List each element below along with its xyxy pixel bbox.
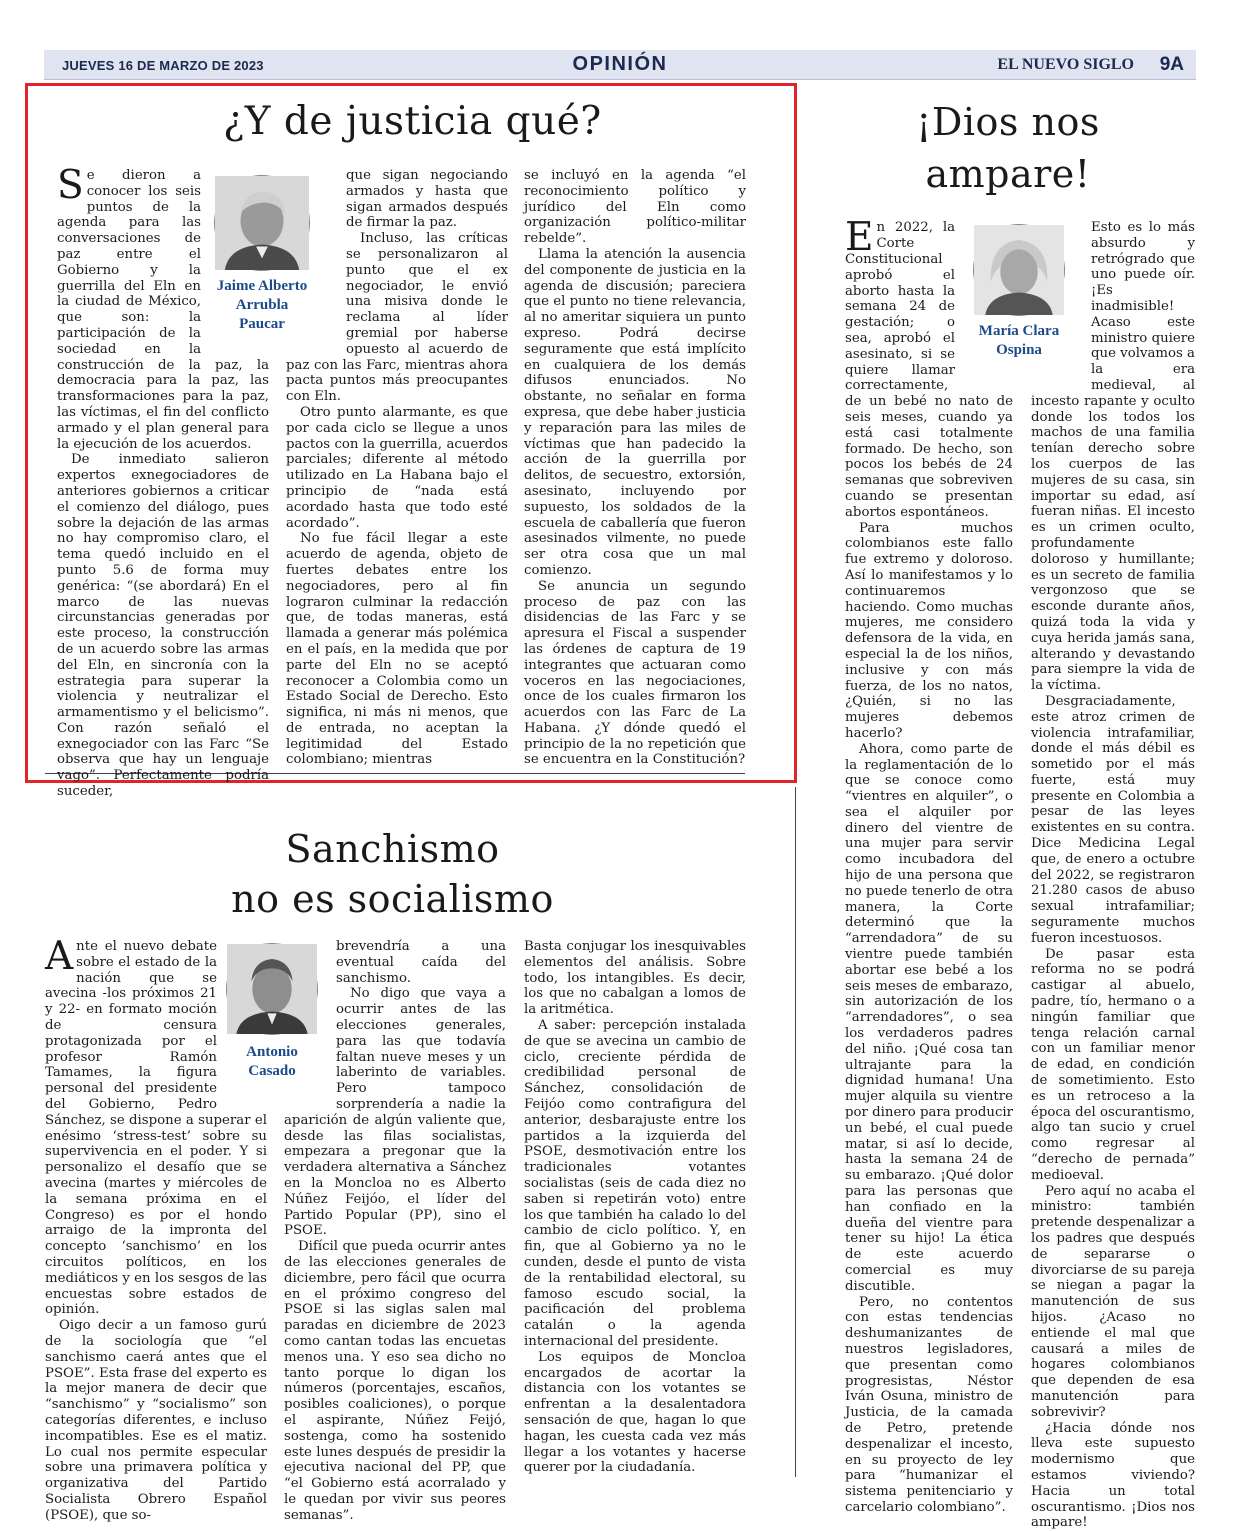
article3-paragraph: Desgraciadamente, este atroz crimen de violencia intrafamiliar, donde el más débil es sometido por el más fuerte, está muy presente en Colombia a pesar de las leyes existentes en su contra. Dice Medicina Legal que, de enero a octubre del 2022, se registraron 21.280 casos de abuso sexual intrafamiliar; seguramente muchos fueron incestuosos.	[1031, 693, 1195, 946]
article2-dropcap: A	[45, 934, 74, 979]
article1-paragraph: No fue fácil llegar a este acuerdo de agenda, objeto de fuertes debates entre los negociadores, pero al fin lograron culminar la redacción que, de todas maneras, está llamada a generar más polémica en el país, en la medida que por parte del Eln no se aceptó reconocer a Colombia como un Estado Social de Derecho. Esto significa, ni más ni menos, que de entrada, no aceptan la legitimidad del Estado colombiano; mientras	[286, 531, 508, 768]
article3-paragraph: Para muchos colombianos este fallo fue extremo y doloroso. Así lo manifestamos y lo continuaremos haciendo. Como muchas mujeres, me considero defensora de la vida, en especial la de los niños, inclusive y con más fuerza, de los no natos, ¿Quién, si no las mujeres debemos hacerlo?	[845, 520, 1013, 741]
article3-paragraph: Pero, no contentos con estas tendencias deshumanizantes de nuestros legisladores, que presentan como progresistas, Néstor Iván Osuna, ministro de Justicia, de la camada de Petro, pretende despenalizar el incesto, en su proyecto de ley para “humanizar el sistema penitenciario y carcelario colombiano”.	[845, 1294, 1013, 1515]
article3-paragraph: De pasar esta reforma no se podrá castigar al abuelo, padre, tío, hermano o a ningún familiar que tenga relación carnal con un familiar menor de edad, en condición de sometimiento. Esto es un retroceso a la época del oscurantismo, algo tan sucio y cruel como regresar al “derecho de pernada” medioeval.	[1031, 946, 1195, 1183]
article2-paragraph: Difícil que pueda ocurrir antes de las elecciones generales de diciembre, pero fácil que ocurra en el próximo congreso del PSOE si las siglas salen mal paradas en diciembre de 2023 como cantan todas las encuetas menos una. Y eso sea dicho no tanto porque lo digan los números (porcentajes, escaños, posibles coaliciones), o porque el aspirante, Núñez Feijó, sostenga, como ha sostenido este lunes después de presidir la ejecutiva nacional del PP, que “el Gobierno está acorralado y le quedan por vivir sus peores semanas”.	[284, 1239, 506, 1523]
article1-author-name-line3: Paucar	[239, 316, 285, 332]
article2-float-spacer	[217, 939, 267, 1105]
article1-column-1	[57, 163, 269, 800]
article3-dropcap: E	[845, 215, 874, 260]
article1-paragraph: e dieron a conocer los seis puntos de la agenda para las conversaciones de paz entre el Gobierno y la guerrilla del Eln en la ciudad de México, que son: la participación de la sociedad en la construcción de la paz, la democracia para la paz, las transformaciones para la paz, las víctimas, el fin del conflicto armado y el plan general para la ejecución de los acuerdos.	[57, 168, 269, 452]
article2-title-line2: no es socialismo	[231, 877, 554, 921]
article1-paragraph: Se anuncia un segundo proceso de paz con las disidencias de las Farc y se apresura el Fiscal a suspender las órdenes de captura de 19 integrantes que actuaran como voceros en las negociaciones, once de los cuales firmaron los acuerdos con las Farc de La Habana. ¿Y dónde quedó el principio de la no repetición que se encuentra en la Constitución?	[524, 578, 746, 768]
article3-column-2	[1031, 220, 1195, 1531]
page-header	[44, 50, 1196, 80]
article3-paragraph: ¿Hacia dónde nos lleva este supuesto modernismo que estamos viviendo? Hacia un total oscurantismo. ¡Dios nos ampare!	[1031, 1420, 1195, 1531]
article1-dropcap: S	[57, 163, 84, 208]
header-section: OPINIÓN	[572, 53, 668, 75]
article2-paragraph: brevendría a una eventual caída del sanchismo.	[336, 939, 506, 986]
article2-author-name-line1: Antonio	[246, 1044, 298, 1060]
article1-author-name-line1: Jaime Alberto	[216, 278, 308, 294]
article3-paragraph: Esto es lo más absurdo y retrógrado que uno puede oír. ¡Es inadmisible! Acaso este ministro quiere que volvamos a la era medieval, al incesto rapante y oculto donde los todos los machos de una familia tenían derecho sobre los cuerpos de las mujeres de su casa, sin importar su edad, así fueran niñas. El incesto es un crimen oculto, profundamente doloroso y humillante; es un secreto de familia vergonzoso que se esconde durante años, quizá toda la vida y cuya herida jamás sana, alterando y devastando para siempre la vida de la víctima.	[1031, 220, 1195, 694]
article-divider-vertical	[795, 787, 796, 1477]
article1-column-2	[286, 168, 508, 768]
header-date: JUEVES 16 DE MARZO DE 2023	[62, 58, 264, 73]
header-newspaper: EL NUEVO SIGLO	[997, 56, 1134, 73]
article1-paragraph: que sigan negociando armados y hasta que sigan armados después de firmar la paz.	[346, 168, 508, 231]
article1-author-name-line2: Arrubla	[235, 297, 289, 313]
article3-author-name-line1: María Clara	[978, 323, 1060, 339]
article3-paragraph: Ahora, como parte de la reglamentación de lo que se conoce como “vientres en alquiler”, o sea el alquiler por dinero del vientre de una mujer para servir como incubadora del hijo de una persona que no puede tenerlo de otra manera, la Corte determinó que la “arrendadora” de su vientre puede también abortar ese bebé a los seis meses de embarazo, sin autorización de los “arrendadores”, o sea los verdaderos padres del niño. ¡Qué cosa tan ultrajante para la dignidad humana! Una mujer alquila su vientre por dinero para producir un bebé, el cual puede matar, si así lo decide, hasta la semana 24 de su embarazo. ¡Qué dolor para las personas que han confiado en la dueña del vientre para tener su hijo! La ética de este acuerdo comercial es muy discutible.	[845, 741, 1013, 1294]
article3-float-spacer	[955, 220, 1013, 390]
article1-paragraph: se incluyó en la agenda “el reconocimiento político y jurídico del Eln como organización político-militar rebelde”.	[524, 168, 746, 247]
article2-paragraph: No digo que vaya a ocurrir antes de las elecciones generales, para las que todavía faltan nueve meses y un laberinto de variables. Pero tampoco sorprendería a nadie la aparición de algún valiente que, desde las filas socialistas, empezara a pregonar que la verdadera alternativa a Sánchez en la Moncloa no es Alberto Núñez Feijóo, el líder del Partido Popular (PP), sino el PSOE.	[284, 986, 506, 1239]
article2-title	[40, 824, 745, 924]
article2-author-name-line2: Casado	[248, 1063, 296, 1079]
article2-column-3	[524, 939, 746, 1479]
article1-title: ¿Y de justicia qué?	[223, 99, 602, 144]
article1-paragraph: De inmediato salieron expertos exnegociadores de anteriores gobiernos a criticar el comienzo del diálogo, pues sobre la dejación de las armas no hay compromiso claro, el tema quedó incluido en el punto 5.6 de forma muy genérica: “(se abordará) En el marco de las nuevas circunstancias generadas por este proceso, la construcción de un acuerdo sobre las armas del Eln, en sincronía con la estrategia para superar la violencia y neutralizar el armamentismo y el belicismo”. Con razón señaló el exnegociador con las Farc “Se observa que hay un lenguaje vago”. Perfectamente podría suceder,	[57, 452, 269, 800]
article3-title-line1: ¡Dios nos	[916, 100, 1100, 144]
article3-title-line2: ampare!	[925, 152, 1091, 196]
article1-float-spacer	[286, 168, 346, 346]
header-page-number: 9A	[1159, 54, 1184, 75]
article3-paragraph: Pero aquí no acaba el ministro: también pretende despenalizar a los padres que después de separarse o divorciarse de su pareja se niegan a pagar la manutención de sus hijos. ¿Acaso no entiende el mal que causará a miles de hogares colombianos que dependen de esa manutención para sobrevivir?	[1031, 1183, 1195, 1420]
article1-paragraph: Llama la atención la ausencia del componente de justicia en la agenda de discusión; pareciera que el punto no tiene relevancia, al no ameritar siquiera un punto expreso. Podrá decirse seguramente que está implícito en cualquiera de los demás difusos enunciados. No obstante, no señalar en forma expresa, que debe haber justicia y reparación para las miles de víctimas que han padecido la acción de la guerrilla por delitos, de secuestro, extorsión, asesinato, incluyendo por supuesto, los soldados de la escuela de caballería que fueron asesinados vilmente, no puede ser otra cosa que un mal comienzo.	[524, 246, 746, 578]
article3-paragraph: n 2022, la Corte Constitucional aprobó el aborto hasta la semana 24 de gestación; o sea, aprobó el asesinato, si se quiere llamar correctamente, de un bebé no nato de seis meses, cuando ya está casi totalmente formado. De hecho, son pocos los bebés de 24 semanas que sobreviven cuando se presentan abortos espontáneos.	[845, 220, 1013, 520]
article2-paragraph: A saber: percepción instalada de que se avecina un cambio de ciclo, creciente pérdida de credibilidad personal de Sánchez, consolidación de Feijóo como contrafigura del anterior, desbarajuste entre los partidos a la izquierda del PSOE, desmotivación entre los tradicionales votantes socialistas (seis de cada diez no saben si repetirán voto) entre los que también ha calado lo del cambio de ciclo político. Y, en fin, que al Gobierno ya no le cunden, desde el punto de vista de la rentabilidad electoral, su famoso escudo social, la pacificación del problema catalán o la agenda internacional del presidente.	[524, 1017, 746, 1349]
article1-paragraph: Otro punto alarmante, es que por cada ciclo se llegue a unos pactos con la guerrilla, acuerdos parciales; diferente al método utilizado en La Habana bajo el principio de “nada está acordado hasta que todo esté acordado”.	[286, 404, 508, 531]
article3-column-1	[845, 215, 1013, 1515]
article2-float-spacer	[284, 939, 336, 1105]
article3-title	[818, 96, 1198, 200]
article1-column-3	[524, 168, 746, 768]
article2-paragraph: Basta conjugar los inesquivables elementos del análisis. Sobre todo, los intangibles. Es decir, los que no cabalgan a lomos de la aritmética.	[524, 939, 746, 1018]
article3-float-spacer	[1031, 220, 1091, 390]
article2-column-2	[284, 939, 506, 1523]
article2-column-1	[45, 934, 267, 1523]
article1-paragraph: Incluso, las críticas se personalizaron al punto que el ex negociador, le envió una misiva donde le reclama al líder gremial por haberse opuesto al acuerdo de paz con las Farc, mientras ahora pacta puntos más preocupantes con Eln.	[286, 231, 508, 405]
article2-paragraph: nte el nuevo debate sobre el estado de la nación que se avecina -los próximos 21 y 22- en formato moción de censura protagonizada por el profesor Ramón Tamames, la figura personal del presidente del Gobierno, Pedro Sánchez, se dispone a superar el enésimo ‘stress-test’ sobre su supervivencia en el poder. Y si personalizo el desafío que se avecina (martes y miércoles de la semana próxima en el Congreso) es por el hondo arraigo de la impronta del concepto ‘sanchismo’ en los circuitos políticos, en los mediáticos y en los sesgos de las encuestas sobre estados de opinión.	[45, 939, 267, 1318]
article2-paragraph: Los equipos de Moncloa encargados de acortar la distancia con los votantes se enfrentan a la desalentadora sensación de que, hagan lo que hagan, les cuesta cada vez más llegar a los votantes y hacerse querer por la ciudadanía.	[524, 1349, 746, 1476]
article2-title-line1: Sanchismo	[285, 827, 500, 871]
article3-author-name-line2: Ospina	[996, 342, 1042, 358]
article2-paragraph: Oigo decir a un famoso gurú de la sociología que “el sanchismo caerá antes que el PSOE”. Esta frase del experto es la mejor manera de decir que “sanchismo” y “socialismo” son categorías diferentes, e incluso incompatibles. Ese es el matiz. Lo cual nos permite especular sobre una primavera política y organizativa del Partido Socialista Obrero Español (PSOE), que so-	[45, 1318, 267, 1523]
article1-float-spacer	[201, 168, 269, 346]
